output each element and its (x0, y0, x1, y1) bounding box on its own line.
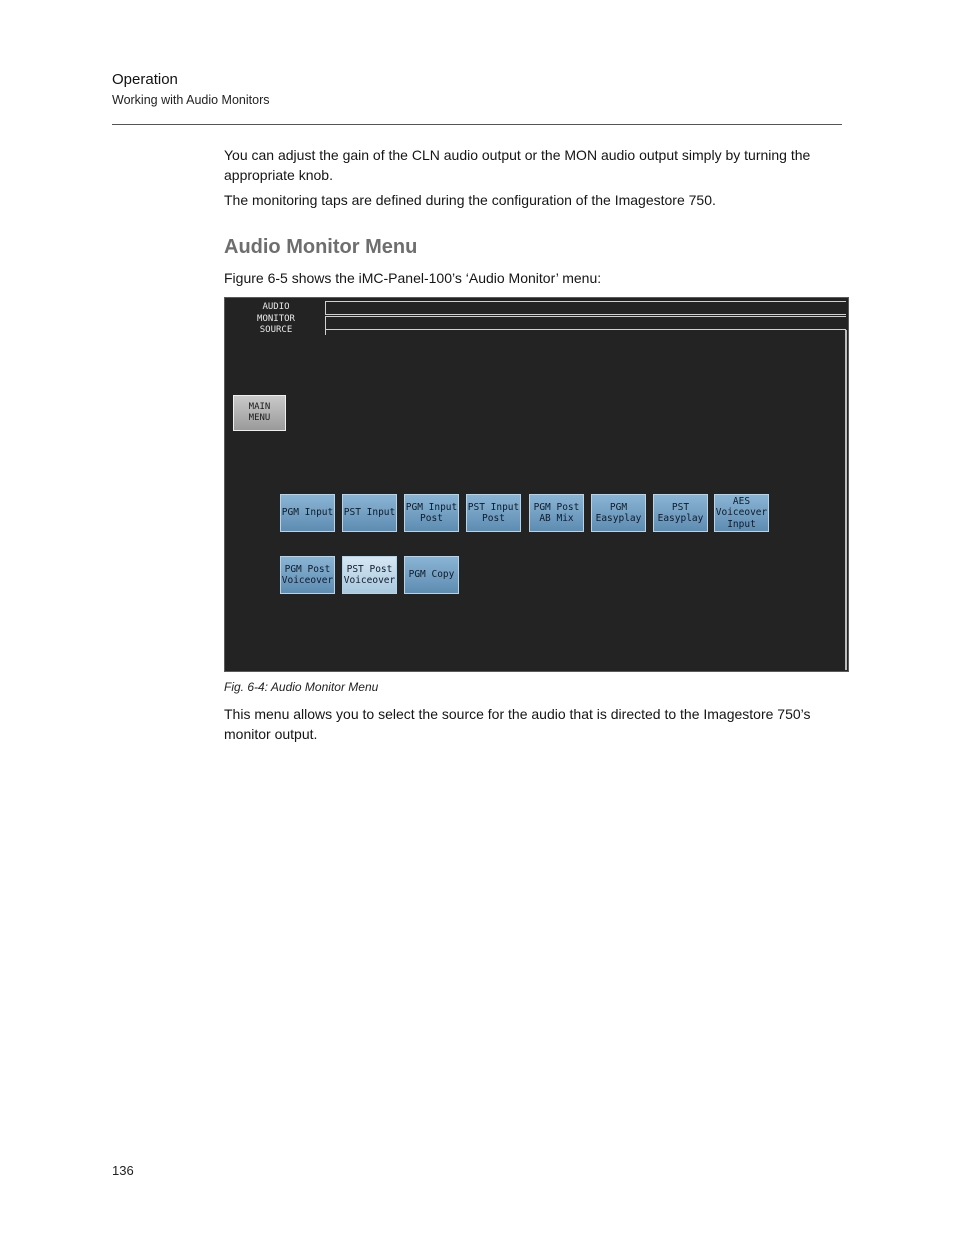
pgm-input-button[interactable]: PGM Input (280, 494, 335, 532)
figure-caption: Fig. 6-4: Audio Monitor Menu (224, 680, 379, 694)
main-menu-button[interactable]: MAIN MENU (233, 395, 286, 431)
source-field-1 (325, 301, 846, 315)
panel-scroll-edge (845, 330, 847, 670)
audio-monitor-screenshot (224, 297, 849, 672)
pst-easyplay-button[interactable]: PST Easyplay (653, 494, 708, 532)
pgm-post-ab-mix-button[interactable]: PGM Post AB Mix (529, 494, 584, 532)
page-number: 136 (112, 1163, 134, 1178)
running-header-title: Operation (112, 71, 178, 88)
pgm-input-post-button[interactable]: PGM Input Post (404, 494, 459, 532)
running-header-subtitle: Working with Audio Monitors (112, 93, 270, 107)
pst-input-post-button[interactable]: PST Input Post (466, 494, 521, 532)
section-title: Audio Monitor Menu (224, 236, 418, 258)
figure-intro: Figure 6-5 shows the iMC-Panel-100’s ‘Audio Monitor’ menu: (224, 270, 602, 286)
pst-post-voiceover-button[interactable]: PST Post Voiceover (342, 556, 397, 594)
paragraph-gain: You can adjust the gain of the CLN audio output or the MON audio output simply by turning the appropriate knob. (224, 147, 811, 183)
aes-voiceover-input-button[interactable]: AES Voiceover Input (714, 494, 769, 532)
source-field-2 (325, 316, 846, 330)
paragraph-menu-description: This menu allows you to select the source for the audio that is directed to the Imagestore 750’s monitor output. (224, 706, 811, 742)
audio-monitor-source-label: AUDIO MONITOR SOURCE (257, 302, 295, 335)
pgm-easyplay-button[interactable]: PGM Easyplay (591, 494, 646, 532)
paragraph-taps: The monitoring taps are defined during the configuration of the Imagestore 750. (224, 192, 716, 208)
header-divider (112, 124, 842, 125)
pst-input-button[interactable]: PST Input (342, 494, 397, 532)
field-divider (325, 327, 326, 335)
pgm-post-voiceover-button[interactable]: PGM Post Voiceover (280, 556, 335, 594)
pgm-copy-button[interactable]: PGM Copy (404, 556, 459, 594)
